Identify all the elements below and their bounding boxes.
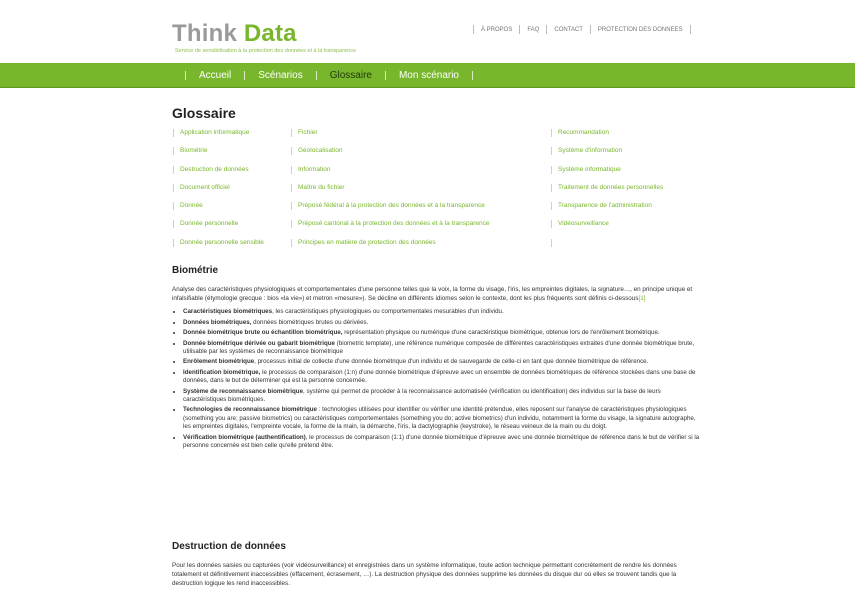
- nav-scenarios[interactable]: Scénarios: [258, 69, 303, 81]
- nav-accueil[interactable]: Accueil: [199, 69, 232, 81]
- nav-separator: [316, 71, 317, 80]
- definition: (biometric template), une référence numérique composée de différentes caractéristiques extraites d'une donnée biométrique brute, utilisable par les systèmes de reconnaissance biométrique: [183, 339, 695, 356]
- top-nav-contact[interactable]: CONTACT: [554, 26, 583, 33]
- nav-mon-scenario[interactable]: Mon scénario: [398, 69, 459, 81]
- nav-separator: [519, 25, 520, 34]
- destruction-section: [172, 541, 702, 589]
- nav-glossaire[interactable]: Glossaire: [329, 69, 372, 81]
- footnote-link[interactable]: [1]: [638, 295, 646, 303]
- section-title-destruction: Destruction de données: [172, 541, 286, 552]
- term: Donnée biométrique brute ou échantillon biométrique,: [183, 329, 343, 337]
- term: Enrôlement biométrique: [183, 358, 255, 366]
- glossary-link[interactable]: Fichier: [291, 129, 546, 147]
- glossary-column-3: [551, 129, 701, 257]
- definition: , processus initial de collecte d'une donnée biométrique d'un individu et de sauvegarde de celle-ci en tant que donnée biométrique de référence.: [254, 358, 649, 366]
- section-title-biometrie: Biométrie: [172, 265, 219, 276]
- logo-data: Data: [243, 20, 297, 47]
- glossary-link[interactable]: Biométrie: [173, 147, 291, 165]
- nav-separator: [590, 25, 591, 34]
- term: Technologies de reconnaissance biométrique: [183, 406, 317, 414]
- glossary-link[interactable]: Préposé fédéral à la protection des données et à la transparence: [291, 202, 546, 220]
- list-item: [183, 340, 702, 357]
- definition: données biométriques brutes ou dérivées.: [251, 318, 369, 326]
- biometrie-intro-text: Analyse des caractéristiques physiologiques et comportementales d'une personne telles que la voix, la forme du visage, l'iris, les empreintes digitales, la signature…, en principe unique et infalsifiable (étymologie grecque : bios «la vie») et metron «mesure»). Se décline en différents idiomes selon le contexte, dont les plus fréquents sont définis ci-dessous: [172, 286, 693, 303]
- glossary-link[interactable]: Système d'information: [551, 147, 701, 165]
- site-tagline: Service de sensibilisation à la protection des données et à la transparence: [175, 48, 357, 54]
- glossary-link[interactable]: Application informatique: [173, 129, 291, 147]
- nav-separator: [472, 71, 473, 80]
- biometrie-section: [172, 265, 702, 453]
- list-item: [183, 369, 702, 386]
- glossary-link[interactable]: Vidéosurveillance: [551, 220, 701, 238]
- top-nav-faq[interactable]: FAQ: [527, 26, 540, 33]
- destruction-text: Pour les données saisies ou capturées (voir vidéosurveillance) et enregistrées dans un système informatique, toute action technique permettant concrètement de rendre les données totalement et définitivement inaccessibles (effacement, écrasement, …). La destruction physique des données supprime les données du disque dur où elles se trouvent tandis que la destruction logique les rend inaccessibles.: [172, 562, 677, 588]
- definition: représentation physique ou numérique d'une caractéristique biométrique, obtenue lors de l'enrôlement biométrique.: [342, 329, 660, 337]
- glossary-link[interactable]: Recommandation: [551, 129, 701, 147]
- glossary-link[interactable]: Donnée personnelle: [173, 220, 291, 238]
- main-nav-bar: [0, 63, 855, 88]
- nav-separator: [546, 25, 547, 34]
- definition: le processus de comparaison (1:n) d'une donnée biométrique d'épreuve avec un ensemble de données biométriques de référence stockées dans une base de données, dans le but de déterminer qui est la personne concernée.: [183, 368, 696, 385]
- top-nav-protection[interactable]: PROTECTION DES DONNEES: [597, 26, 683, 33]
- list-item: [183, 388, 702, 405]
- term: Système de reconnaissance biométrique: [183, 387, 304, 395]
- term: Donnée biométrique dérivée ou gabarit biométrique: [183, 339, 335, 347]
- term: Vérification biométrique (authentification): [183, 433, 306, 441]
- list-item: [183, 319, 702, 327]
- list-item: [183, 406, 702, 431]
- glossary-section: [172, 105, 702, 264]
- nav-separator: [690, 25, 691, 34]
- site-header: [0, 0, 855, 81]
- nav-separator: [244, 71, 245, 80]
- glossary-column-1: [173, 129, 291, 257]
- logo-think: Think: [172, 20, 237, 47]
- biometrie-intro: [172, 285, 702, 303]
- nav-separator: [185, 71, 186, 80]
- term: Caractéristiques biométriques: [183, 308, 273, 316]
- list-item: [183, 434, 702, 451]
- nav-separator: [385, 71, 386, 80]
- glossary-link[interactable]: Donnée: [173, 202, 291, 220]
- term: Identification biométrique,: [183, 368, 261, 376]
- biometrie-term-list: [172, 308, 702, 450]
- glossary-link[interactable]: Transparence de l'administration: [551, 202, 701, 220]
- top-nav-a-propos[interactable]: À PROPOS: [481, 26, 513, 33]
- nav-separator: [473, 25, 474, 34]
- glossary-link[interactable]: Information: [291, 166, 546, 184]
- site-logo[interactable]: [172, 20, 297, 48]
- glossary-link[interactable]: Maître du fichier: [291, 184, 546, 202]
- page-title: Glossaire: [172, 105, 236, 121]
- list-item: [183, 358, 702, 366]
- main-nav: [172, 63, 486, 87]
- glossary-link[interactable]: Principes en matière de protection des données: [291, 239, 546, 257]
- top-nav: [466, 25, 698, 34]
- glossary-link[interactable]: [551, 239, 701, 257]
- glossary-index: [172, 129, 702, 264]
- definition: , le processus de comparaison (1:1) d'une donnée biométrique d'épreuve avec une donnée biométrique de référence dans le but de vérifier si la personne concernée est bien celle qu'elle prétend être.: [183, 433, 700, 450]
- glossary-link[interactable]: Traitement de données personnelles: [551, 184, 701, 202]
- glossary-link[interactable]: Système informatique: [551, 166, 701, 184]
- glossary-link[interactable]: Donnée personnelle sensible: [173, 239, 291, 257]
- list-item: [183, 308, 702, 316]
- glossary-link[interactable]: Géolocalisation: [291, 147, 546, 165]
- glossary-link[interactable]: Préposé cantonal à la protection des données et à la transparence: [291, 220, 546, 238]
- definition: , système qui permet de procéder à la reconnaissance automatisée (vérification ou identification) des individus sur la base de leurs caractéristiques biométriques.: [183, 387, 661, 404]
- list-item: [183, 329, 702, 337]
- glossary-link[interactable]: Document officiel: [173, 184, 291, 202]
- definition: , les caractéristiques physiologiques ou comportementales mesurables d'un individu.: [272, 308, 504, 316]
- term: Données biométriques,: [183, 318, 252, 326]
- glossary-link[interactable]: Destruction de données: [173, 166, 291, 184]
- definition: : technologies utilisées pour identifier ou vérifier une identité prétendue, elles reposent sur l'analyse de caractéristiques physiologiques (something you are; passive biometrics) ou caractéristiques comportementales (something you do; active biometrics) d'un individu, notamment la forme du visage, la signature autographe, les empreintes digitales, l'empreinte vocale, la forme de la main, la démarche, l'iris, la dactylographie (keystroke), le réseau veineux de la main ou du doigt.: [183, 406, 696, 431]
- glossary-column-2: [291, 129, 546, 257]
